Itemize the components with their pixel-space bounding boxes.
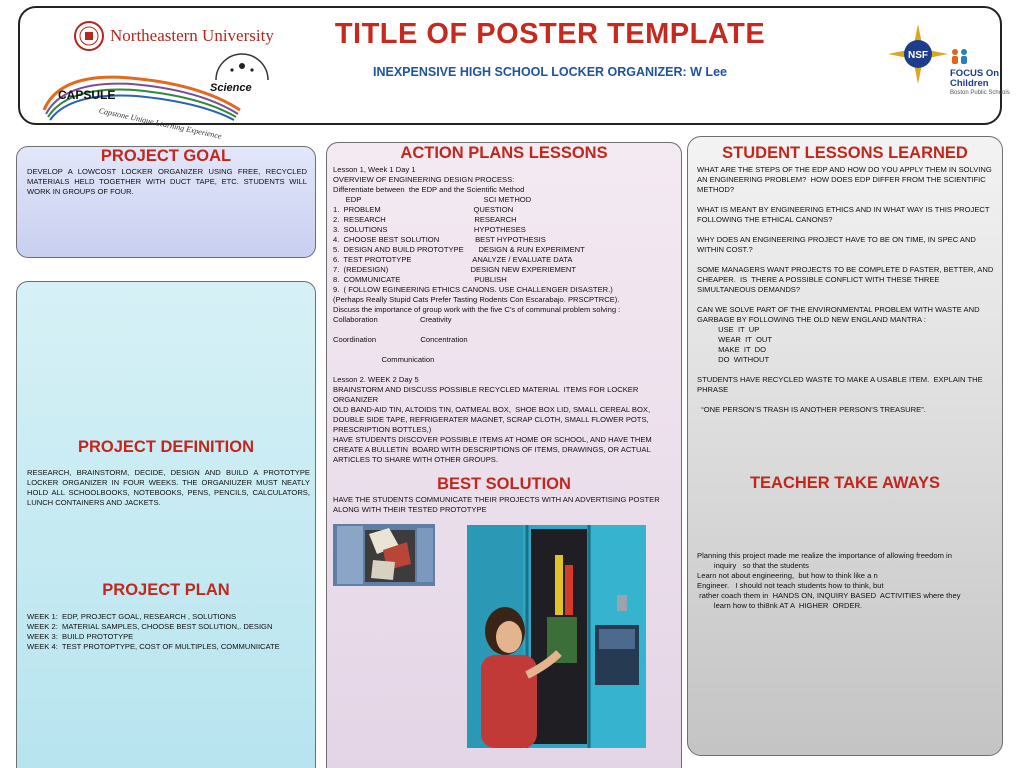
museum-wordmark: Science [210, 82, 252, 94]
capsule-wordmark: CAPSULE [58, 88, 116, 102]
plan-week-item: WEEK 4: TEST PROTOPTYPE, COST OF MULTIPLES, COMMUNIICATE [27, 642, 280, 651]
project-goal-panel [16, 146, 316, 258]
nsf-wordmark: NSF [908, 50, 928, 61]
project-definition-text: RESEARCH, BRAINSTORM, DECIDE, DESIGN AND BUILD A PROTOTYPE LOCKER ORGANIZER IN FOUR WEEKS. THE ORGANIUZER MUST NEATLY HOLD ALL SCHOOLBOOKS, NOTEBOOKS, PENS, PENCILS, CALCULATORS, LUNCH CONTAINERS AND JACKETS. [27, 468, 310, 507]
plan-week-item: WEEK 3: BUILD PROTOTYPE [27, 632, 134, 641]
nsf-logo [886, 22, 950, 86]
project-definition-heading: PROJECT DEFINITION [77, 438, 254, 456]
plan-week-item: WEEK 1: EDP, PROJECT GOAL, RESEARCH , SOLUTIONS [27, 612, 237, 621]
focus-wordmark: FOCUS On Children [950, 68, 1000, 89]
nsf-starburst-icon [886, 22, 950, 86]
focus-subtitle: Boston Public Schools [950, 90, 1010, 96]
plan-week-item: WEEK 2: MATERIAL SAMPLES, CHOOSE BEST SOLUTION,. DESIGN [27, 622, 273, 631]
project-plan-list [27, 612, 312, 652]
northeastern-wordmark: Northeastern University [110, 26, 274, 45]
poster-subtitle: INEXPENSIVE HIGH SCHOOL LOCKER ORGANIZER: W Lee [373, 65, 727, 79]
action-plans-heading: ACTION PLANS LESSONS [400, 144, 608, 162]
project-goal-heading: PROJECT GOAL [100, 147, 232, 165]
best-solution-text: HAVE THE STUDENTS COMMUNICATE THEIR PROJECTS WITH AN ADVERTISING POSTER ALONG WITH THEIR TESTED PROTOTYPE [333, 495, 662, 514]
student-lessons-text: WHAT ARE THE STEPS OF THE EDP AND HOW DO YOU APPLY THEM IN SOLVING AN ENGINEERING PROBLEM? HOW DOES EDP DIFFER FROM THE SCIENTIFIC METHOD? WHAT IS MEANT BY ENGINEERING ETHICS AND IN WHAT WAY IS THIS PROJECT FOLLOWING THE ETHICAL CANONS? WHY DOES AN ENGINEERING PROJECT HAVE TO BE ON TIME, IN SPEC AND WITHIN COST.? SOME MANAGERS WANT PROJECTS TO BE COMPLETE D FASTER, BETTER, AND CHEAPER. IS THERE A POSSIBLE CONFLICT WITH THESE THREE SIMULTANEOUS DEMANDS? CAN WE SOLVE PART OF THE ENVIRONMENTAL PROBLEM WITH WASTE AND GARBAGE BY FOLLOWING THE OLD NEW ENGLAND MANTRA : USE IT UP WEAR IT OUT MAKE IT DO DO WITHOUT STUDENTS HAVE RECYCLED WASTE TO MAKE A USABLE ITEM. EXPLAIN THE PHRASE “ONE PERSON’S TRASH IS ANOTHER PERSON’S TREASURE”. [697, 165, 994, 414]
best-solution-heading: BEST SOLUTION [437, 475, 571, 493]
messy-locker-photo [333, 524, 435, 586]
capsule-logo [40, 70, 250, 141]
capsule-tagline: Capstone Unique Learning Experience [98, 106, 223, 141]
project-definition-panel [16, 281, 316, 768]
student-lessons-heading: STUDENT LESSONS LEARNED [722, 144, 968, 162]
teacher-takeaways-heading: TEACHER TAKE AWAYS [749, 474, 941, 492]
teacher-takeaways-text: Planning this project made me realize the importance of allowing freedom in inquiry so that the students Learn not about engineering, but how to think like a n Engineer. I should not teach students how to think, but rather coach them in HANDS ON, INQUIRY BASED ACTIVITIES where they learn how to thi8nk AT A HIGHER ORDER. [697, 551, 961, 610]
poster-title: TITLE OF POSTER TEMPLATE [334, 18, 766, 50]
project-goal-text: DEVELOP A LOWCOST LOCKER ORGANIZER USING FREE, RECYCLED MATERIALS HELD TOGETHER WITH DUCT TAPE, ETC. STUDENTS WILL WORK IN GROUPS OF FOUR. [27, 167, 307, 196]
action-plans-text: Lesson 1, Week 1 Day 1 OVERVIEW OF ENGINEERING DESIGN PROCESS: Differentiate between the EDP and the Scientific Method EDP SCI METHOD 1. PROBLEM QUESTION 2. RESEARCH RESEARCH 3. SOLUTIONS HYPOTHESES 4. CHOOSE BEST SOLUTION BEST HYPOTHESIS 5. DESIGN AND BUILD PROTOTYPE DESIGN & RUN EXPERIMENT 6. TEST PROTOTYPE ANALYZE / EVALUATE DATA 7. (REDESIGN) DESIGN NEW EXPERIEMENT 8. COMMUNICATE PUBLISH 9. ( FOLLOW EGINEERING ETHICS CANONS. USE CHALLENGER DISASTER.) (Perhaps Really Stupid Cats Prefer Tasting Rodents Con Escarabajo. PRSCPTRCE). Discuss the importance of group work with the five C’s of communal problem solving : Collaboration Creativity Coordination Concentration Communication Lesson 2. WEEK 2 Day 5 BRAINSTORM AND DISCUSS POSSIBLE RECYCLED MATERIAL ITEMS FOR LOCKER ORGANIZER OLD BAND-AID TIN, ALTOIDS TIN, OATMEAL BOX, SHOE BOX LID, SMALL CEREAL BOX, DOUBLE SIDE TAPE, REFRIGERATER MAGNET, SCRAP CLOTH, SMALL FLOWER POTS, PRESCRIPTION BOTTLES,) HAVE STUDENTS DISCOVER POSSIBLE ITEMS AT HOME OR SCHOOL, AND HAVE THEM CREATE A BULLETIN BOARD WITH DESCRIPTIONS OF ITEMS, DRAWINGS, OR ACTUAL ARTICLES TO SHARE WITH OTHER GROUPS. [333, 165, 652, 464]
student-lessons-panel [687, 136, 1003, 756]
focus-on-children-logo [950, 48, 1020, 96]
northeastern-logo [74, 21, 274, 51]
focus-figures-icon [950, 48, 970, 64]
northeastern-seal-icon [74, 21, 104, 51]
locker-organizer-photo [467, 525, 646, 748]
project-plan-heading: PROJECT PLAN [102, 581, 230, 599]
poster-header [18, 6, 1010, 141]
